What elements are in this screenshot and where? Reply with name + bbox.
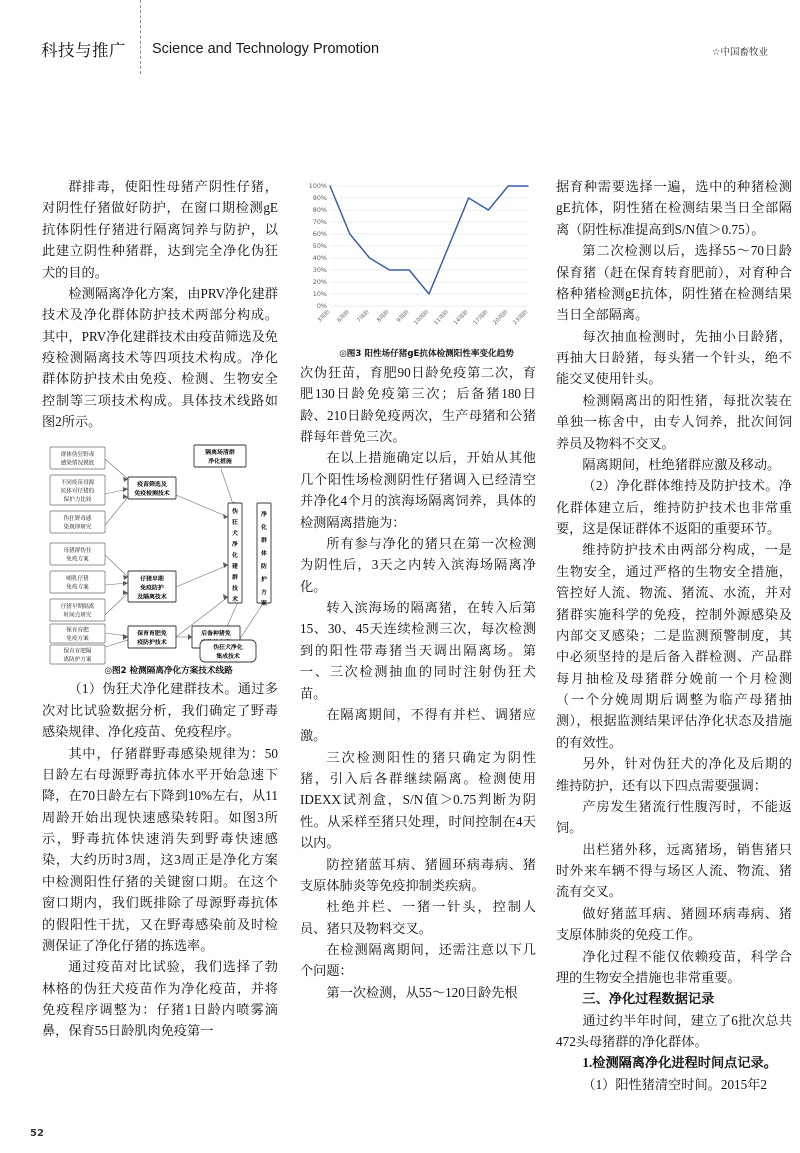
paragraph: 维持防护技术由两部分构成，一是生物安全，通过严格的生物安全措施，管控好人流、物流、猪流、水流，并对猪群实施科学的免疫，控制外源感染及内部交叉感染；二是监测预警制度，其中必须坚持的是后备入群检测、产品群每月抽检及母猪群分娩前一个月检测（一个分娩周期后调整为临产母猪抽测），根据监测结果评估净化状态及措施的有效性。 xyxy=(556,542,792,750)
y-tick: 100% xyxy=(308,182,327,191)
paragraph: 检测隔离净化方案，由PRV净化建群技术及净化群体防护技术两部分构成。其中，PRV净化建群技术由疫苗筛选及免疫检测隔离技术等四项技术构成。净化群体防护技术由免疫、检测、生物安全控制等三项技术构成。具体技术线路如图2所示。 xyxy=(42,285,278,430)
svg-text:免疫方案: 免疫方案 xyxy=(66,556,89,562)
x-tick: 6周龄 xyxy=(336,309,352,324)
svg-text:伪狂野毒感: 伪狂野毒感 xyxy=(63,515,92,522)
svg-text:建: 建 xyxy=(232,563,238,570)
paragraph: （1）伪狂犬净化建群技术。通过多次对比试验数据分析，我们确定了野毒感染规律、净化疫苗、免疫程序。 xyxy=(42,681,278,740)
y-tick: 30% xyxy=(312,266,327,275)
svg-text:及隔离技术: 及隔离技术 xyxy=(137,594,167,600)
svg-text:保育育肥隔: 保育育肥隔 xyxy=(63,648,92,654)
svg-text:案: 案 xyxy=(261,600,267,607)
svg-text:保育育肥免: 保育育肥免 xyxy=(137,630,167,637)
header-title-en: Science and Technology Promotion xyxy=(152,41,380,57)
paragraph: （2）净化群体维持及防护技术。净化群体建立后，维持防护技术也非常重要，这是保证群体不返阳的重要环节。 xyxy=(556,478,792,536)
svg-text:净: 净 xyxy=(232,541,238,548)
svg-text:伪狂犬净化: 伪狂犬净化 xyxy=(213,644,243,651)
figure-2-caption: ◎图2 检测隔离净化方案技术线路 xyxy=(104,665,233,676)
flow-box-vertical-2 xyxy=(257,503,271,607)
svg-text:不同疫苗母源: 不同疫苗母源 xyxy=(60,479,95,486)
flow-box-final xyxy=(200,640,256,662)
column-left xyxy=(42,176,278,1042)
x-tick: 14周龄 xyxy=(452,309,471,327)
header-publisher: ☆中国畜牧业 xyxy=(711,47,768,58)
y-tick: 10% xyxy=(312,290,327,299)
y-tick: 90% xyxy=(312,194,327,203)
paragraph: 产房发生猪流行性腹泻时，不能返饲。 xyxy=(556,798,792,836)
svg-text:集成技术: 集成技术 xyxy=(216,653,240,660)
svg-text:净化措施: 净化措施 xyxy=(208,458,232,465)
x-tick: 23周龄 xyxy=(512,309,530,327)
paragraph: 次伪狂苗，育肥90日龄免疫第二次，育肥130日龄免疫第三次；后备猪180日龄、210日龄免疫两次，生产母猪和公猪群每年普免三次。 xyxy=(300,364,536,445)
paragraph: 隔离期间，杜绝猪群应激及移动。 xyxy=(582,456,781,472)
figure-3-chart xyxy=(300,176,536,346)
paragraph: 在检测隔离期间，还需注意以下几个问题： xyxy=(300,942,536,979)
svg-text:术: 术 xyxy=(232,596,238,603)
paragraph: 其中，仔猪群野毒感染规律为：50日龄左右母源野毒抗体水平开始急速下降，在70日龄左右下降到10%左右，从11周龄开始出现快速感染转阳。如图3所示，野毒抗体快速消失到野毒快速感染，大约历时3周，这3周正是净化方案中检测阳性仔猪的关键窗口期。在这个窗口期内，我们既排除了母源野毒抗体的假阳性干扰，又在野毒感染前及时检测保证了净化仔猪的拣选率。 xyxy=(42,745,278,953)
svg-text:方: 方 xyxy=(261,589,267,596)
page-number: 52 xyxy=(30,1128,44,1139)
x-tick: 20周龄 xyxy=(492,309,510,327)
paragraph: 出栏猪外移，远离猪场，销售猪只时外来车辆不得与场区人流、物流、猪流有交叉。 xyxy=(556,841,792,900)
paragraph: 通过约半年时间，建立了6批次总共472头母猪群的净化群体。 xyxy=(556,1012,792,1049)
svg-text:母猪群伪狂: 母猪群伪狂 xyxy=(63,547,92,554)
paragraph: 净化过程不能仅依赖疫苗，科学合理的生物安全措施也非常重要。 xyxy=(556,948,792,985)
svg-text:免疫方案: 免疫方案 xyxy=(66,635,89,642)
svg-text:净: 净 xyxy=(261,511,267,518)
svg-text:疫防护技术: 疫防护技术 xyxy=(137,639,167,646)
svg-text:疫苗筛选及: 疫苗筛选及 xyxy=(137,481,167,488)
svg-text:离防护方案: 离防护方案 xyxy=(63,656,92,663)
svg-text:保育育肥: 保育育肥 xyxy=(66,627,89,633)
column-middle xyxy=(300,176,536,1003)
svg-text:免疫方案: 免疫方案 xyxy=(66,584,89,590)
subsection-heading: 1.检测隔离净化进程时间点记录。 xyxy=(582,1055,777,1071)
header-divider xyxy=(140,0,141,74)
x-tick: 3周龄 xyxy=(316,309,332,324)
paragraph: 防控猪蓝耳病、猪圆环病毒病、猪支原体肺炎等免疫抑制类疾病。 xyxy=(300,856,536,893)
paragraph: 另外，针对伪狂犬的净化及后期的维持防护，还有以下四点需要强调： xyxy=(556,756,792,793)
x-tick: 10周龄 xyxy=(413,309,431,327)
header-title-zh: 科技与推广 xyxy=(41,41,126,60)
svg-text:哺乳仔猪: 哺乳仔猪 xyxy=(66,575,89,582)
svg-text:抗体对仔猪的: 抗体对仔猪的 xyxy=(60,488,95,494)
y-tick: 80% xyxy=(312,206,327,215)
svg-text:免疫防护: 免疫防护 xyxy=(140,585,164,591)
page-header xyxy=(0,0,800,100)
figure-2-flowchart xyxy=(42,437,278,665)
paragraph: 做好猪蓝耳病、猪圆环病毒病、猪支原体肺炎的免疫工作。 xyxy=(556,905,792,943)
paragraph: 第二次检测以后，选择55～70日龄保育猪（赶在保育转育肥前），对育种合格种猪检测gE抗体，阴性猪在检测结果当日全部隔离。 xyxy=(556,243,792,323)
svg-text:化: 化 xyxy=(261,524,267,531)
paragraph: 检测隔离出的阳性猪，每批次装在单独一栋舍中，由专人饲养，批次间饲养员及物料不交叉。 xyxy=(556,392,792,451)
x-tick: 7周龄 xyxy=(356,309,372,324)
svg-text:仔猪早期: 仔猪早期 xyxy=(140,576,164,582)
paragraph: 通过疫苗对比试验，我们选择了勃林格的伪狂犬疫苗作为净化疫苗，并将免疫程序调整为：仔猪1日龄内喷雾滴鼻，保育55日龄肌肉免疫第一 xyxy=(42,959,278,1039)
y-tick: 40% xyxy=(312,254,327,263)
svg-text:化: 化 xyxy=(232,552,238,559)
svg-text:伪: 伪 xyxy=(232,508,238,515)
paragraph: 据育种需要选择一遍，选中的种猪检测gE抗体，阴性猪在检测结果当日全部隔离（阴性标准提高到S/N值＞0.75）。 xyxy=(556,179,792,237)
paragraph: 在隔离期间，不得有并栏、调猪应激。 xyxy=(300,706,536,744)
svg-text:护: 护 xyxy=(261,576,267,583)
figure-3-caption: ◎图3 阳性场仔猪gE抗体检测阳性率变化趋势 xyxy=(339,349,514,359)
svg-text:防: 防 xyxy=(261,563,267,570)
svg-text:保护力比较: 保护力比较 xyxy=(63,496,92,503)
paragraph: 在以上措施确定以后，开始从其他几个阳性场检测阴性仔猪调入已经清空并净化4个月的滨海场隔离饲养，具体的检测隔离措施为： xyxy=(300,450,536,530)
svg-text:群体伪狂野毒: 群体伪狂野毒 xyxy=(60,451,95,458)
svg-text:体: 体 xyxy=(261,550,267,557)
y-tick: 50% xyxy=(312,242,327,251)
paragraph: 三次检测阳性的猪只确定为阴性猪，引入后各群继续隔离。检测使用IDEXX试剂盒，S/N值＞0.75判断为阴性。从采样至猪只处理，时间控制在4天以内。 xyxy=(300,749,536,851)
x-tick: 11周龄 xyxy=(433,309,451,327)
y-tick: 60% xyxy=(312,230,327,239)
x-tick: 17周龄 xyxy=(472,309,490,327)
x-tick: 9周龄 xyxy=(395,309,411,324)
y-tick: 20% xyxy=(312,278,327,287)
svg-text:仔猪早期隔离: 仔猪早期隔离 xyxy=(60,603,95,610)
paragraph: 群排毒，使阳性母猪产阴性仔猪，对阴性仔猪做好防护，在窗口期检测gE抗体阴性仔猪进行隔离饲养与防护，以此建立阴性种猪群，达到完全净化伪狂犬的目的。 xyxy=(42,179,278,280)
svg-text:犬: 犬 xyxy=(232,530,238,537)
y-tick: 70% xyxy=(312,218,327,227)
svg-text:感染情况摸底: 感染情况摸底 xyxy=(60,460,95,466)
svg-text:后备种猪免: 后备种猪免 xyxy=(201,630,231,637)
svg-text:免疫检测技术: 免疫检测技术 xyxy=(134,490,170,497)
svg-text:群: 群 xyxy=(232,574,238,581)
section-heading: 三、净化过程数据记录 xyxy=(582,991,715,1007)
svg-text:狂: 狂 xyxy=(232,519,238,526)
svg-text:群: 群 xyxy=(261,537,267,544)
svg-text:隔离场清群: 隔离场清群 xyxy=(205,449,235,456)
paragraph: 转入滨海场的隔离猪，在转入后第15、30、45天连续检测三次，每次检测到的阳性带毒猪当天调出隔离场。第一、三次检测抽血的同时注射伪狂犬苗。 xyxy=(300,600,536,701)
paragraph: 所有参与净化的猪只在第一次检测为阴性后，3天之内转入滨海场隔离净化。 xyxy=(300,535,536,594)
flow-box-group-left xyxy=(50,447,105,664)
paragraph: 杜绝并栏、一猪一针头，控制人员、猪只及物料交叉。 xyxy=(300,899,536,936)
flow-box-vertical-1 xyxy=(228,503,242,603)
paragraph: 第一次检测，从55～120日龄先根 xyxy=(326,984,518,1000)
svg-text:染规律研究: 染规律研究 xyxy=(63,524,92,530)
paragraph: （1）阳性猪清空时间。2015年2 xyxy=(582,1076,768,1092)
x-tick: 8周龄 xyxy=(376,309,391,324)
y-tick: 0% xyxy=(316,302,327,311)
flow-box-isolation xyxy=(194,445,246,467)
svg-text:技: 技 xyxy=(232,585,238,592)
column-right xyxy=(556,176,792,1095)
paragraph: 每次抽血检测时，先抽小日龄猪，再抽大日龄猪，每头猪一个针头，绝不能交叉使用针头。 xyxy=(556,328,792,387)
svg-text:时间点研究: 时间点研究 xyxy=(63,612,92,618)
